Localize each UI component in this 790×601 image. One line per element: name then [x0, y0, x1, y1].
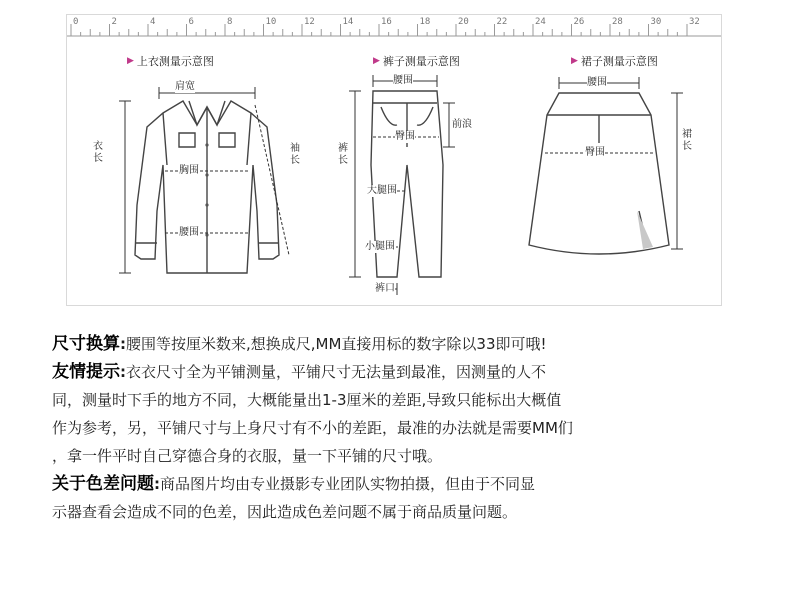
note-separator: : — [120, 363, 126, 381]
note-text: 示器查看会造成不同的色差，因此造成色差问题不属于商品质量问题。 — [52, 503, 518, 521]
ruler-number: 6 — [188, 17, 194, 27]
label-leg-opening: 裤口 — [375, 283, 395, 294]
notes-section — [52, 330, 752, 526]
size-chart-panel — [66, 14, 722, 306]
skirt-caption-text: 裙子测量示意图 — [580, 55, 658, 68]
label-pants-length: 裤长 — [338, 143, 348, 166]
note-line — [52, 442, 752, 470]
label-pants-hip: 臀围 — [395, 131, 415, 142]
label-top-waist: 腰围 — [179, 227, 199, 238]
label-skirt-length: 裙长 — [682, 129, 692, 152]
ruler-number: 16 — [381, 17, 392, 27]
label-top-length: 衣长 — [93, 141, 103, 164]
ruler-number: 30 — [650, 17, 662, 27]
note-text: 衣衣尺寸全为平铺测量，平铺尺寸无法量到最准，因测量的人不 — [126, 363, 547, 381]
ruler-number: 22 — [496, 17, 508, 27]
note-text: 商品图片均由专业摄影专业团队实物拍摄，但由于不同显 — [160, 475, 536, 493]
ruler-number: 12 — [304, 17, 315, 27]
ruler-number: 10 — [265, 17, 277, 27]
label-shoulder: 肩宽 — [175, 81, 195, 92]
note-text: 腰围等按厘米数来,想换成尺,MM直接用标的数字除以33即可哦! — [126, 335, 547, 353]
ruler-number: 24 — [535, 17, 546, 27]
label-calf: 小腿围 — [365, 241, 395, 252]
ruler-number: 18 — [419, 17, 431, 27]
label-pants-waist: 腰围 — [393, 75, 413, 86]
note-line — [52, 330, 752, 358]
note-text: 作为参考，另，平铺尺寸与上身尺寸有不小的差距，最准的办法就是需要MM们 — [52, 419, 573, 437]
caption-arrow-icon: ▶ — [571, 56, 578, 66]
note-separator: : — [120, 335, 126, 353]
ruler-number: 14 — [342, 17, 354, 27]
skirt-figure — [67, 15, 721, 305]
tops-caption-text: 上衣测量示意图 — [136, 55, 214, 68]
note-text: ，拿一件平时自己穿德合身的衣服，量一下平铺的尺寸哦。 — [52, 447, 443, 465]
label-sleeve: 袖长 — [290, 143, 300, 166]
note-heading: 关于色差问题 — [52, 474, 154, 494]
note-separator: : — [154, 475, 160, 493]
ruler-number: 4 — [150, 17, 156, 27]
label-front-rise: 前浪 — [452, 119, 472, 130]
note-line — [52, 358, 752, 386]
ruler-number: 8 — [227, 17, 233, 27]
ruler-number: 26 — [573, 17, 585, 27]
ruler-number: 2 — [111, 17, 117, 27]
label-chest: 胸围 — [179, 165, 199, 176]
note-heading: 友情提示 — [52, 362, 120, 382]
label-skirt-hip: 臀围 — [585, 147, 605, 158]
label-skirt-waist: 腰围 — [587, 77, 607, 88]
ruler-number: 20 — [458, 17, 469, 27]
pants-caption-text: 裤子测量示意图 — [382, 55, 460, 68]
note-line — [52, 498, 752, 526]
caption-arrow-icon: ▶ — [373, 56, 380, 66]
ruler-number: 32 — [689, 17, 700, 27]
label-thigh: 大腿围 — [367, 185, 397, 196]
note-line — [52, 414, 752, 442]
note-line — [52, 386, 752, 414]
note-line — [52, 470, 752, 498]
caption-arrow-icon: ▶ — [127, 56, 134, 66]
ruler-number: 28 — [612, 17, 623, 27]
note-text: 同，测量时下手的地方不同，大概能量出1-3厘米的差距,导致只能标出大概值 — [52, 391, 562, 409]
ruler-number: 0 — [73, 17, 79, 27]
note-heading: 尺寸换算 — [52, 334, 120, 354]
